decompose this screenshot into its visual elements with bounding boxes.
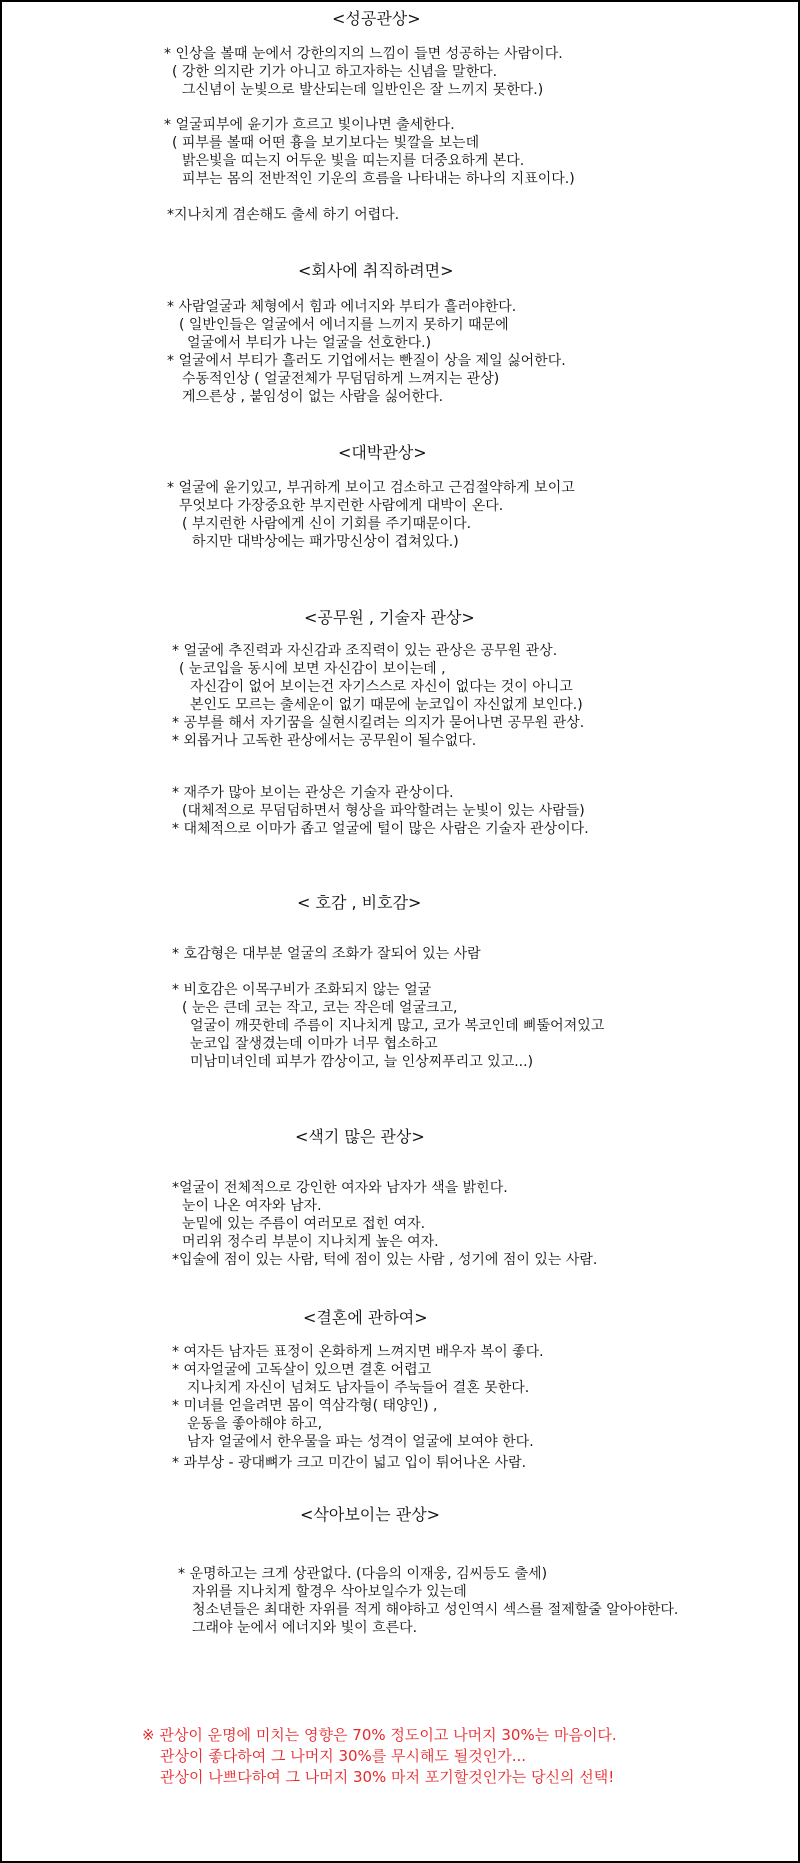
text-line: 청소년들은 최대한 자위를 적게 해야하고 성인역시 섹스를 절제할줄 알아야한다. <box>192 1602 679 1618</box>
text-line: 피부는 몸의 전반적인 기운의 흐름을 나타내는 하나의 지표이다.) <box>182 171 575 187</box>
text-line: * 인상을 볼때 눈에서 강한의지의 느낌이 들면 성공하는 사람이다. <box>164 46 563 62</box>
text-line: * 운명하고는 크게 상관없다. (다음의 이재웅, 김씨등도 출세) <box>178 1566 548 1582</box>
text-line: * 얼굴피부에 윤기가 흐르고 빛이나면 출세한다. <box>164 117 455 133</box>
section-heading: <결혼에 관하여> <box>303 1308 428 1327</box>
section-heading: <성공관상> <box>332 9 421 28</box>
text-line: * 과부상 - 광대뼈가 크고 미간이 넓고 입이 튀어나온 사람. <box>172 1455 527 1471</box>
section-heading: <색기 많은 관상> <box>295 1127 425 1146</box>
section-heading: <대박관상> <box>338 443 427 462</box>
text-line: * 얼굴에서 부티가 흘러도 기업에서는 빤질이 상을 제일 싫어한다. <box>167 353 566 369</box>
text-line: *입술에 점이 있는 사람, 턱에 점이 있는 사람 , 성기에 점이 있는 사람. <box>172 1252 598 1268</box>
text-line: ( 부지런한 사람에게 신이 기회를 주기때문이다. <box>182 516 472 532</box>
section-heading: <회사에 취직하려면> <box>298 261 454 280</box>
text-line: * 대체적으로 이마가 좁고 얼굴에 털이 많은 사람은 기술자 관상이다. <box>172 821 589 837</box>
text-line: * 여자든 남자든 표정이 온화하게 느껴지면 배우자 복이 좋다. <box>172 1344 544 1360</box>
text-line: ( 눈코입을 동시에 보면 자신감이 보이는데 , <box>179 661 446 677</box>
footer-note-line: 관상이 나쁘다하여 그 나머지 30% 마저 포기할것인가는 당신의 선택! <box>160 1768 615 1786</box>
text-line: * 얼굴에 추진력과 자신감과 조직력이 있는 관상은 공무원 관상. <box>172 643 558 659</box>
text-line: 무엇보다 가장중요한 부지런한 사람에게 대박이 온다. <box>179 498 504 514</box>
text-line: * 재주가 많아 보이는 관상은 기술자 관상이다. <box>172 785 454 801</box>
text-line: ( 피부를 볼때 어떤 흉을 보기보다는 빛깔을 보는데 <box>172 135 480 151</box>
section-heading: <공무원 , 기술자 관상> <box>304 608 475 627</box>
footer-note-line: ※ 관상이 운명에 미치는 영향은 70% 정도이고 나머지 30%는 마음이다. <box>142 1726 617 1744</box>
text-line: * 공부를 해서 자기꿈을 실현시킬려는 의지가 묻어나면 공무원 관상. <box>172 715 585 731</box>
text-line: 눈이 나온 여자와 남자. <box>182 1198 322 1214</box>
text-line: 남자 얼굴에서 한우물을 파는 성격이 얼굴에 보여야 한다. <box>187 1434 534 1450</box>
text-line: 게으른상 , 붙임성이 없는 사람을 싫어한다. <box>182 389 444 405</box>
text-line: 눈밑에 있는 주름이 여러모로 접힌 여자. <box>182 1216 426 1232</box>
footer-note-line: 관상이 좋다하여 그 나머지 30%를 무시해도 될것인가... <box>160 1747 527 1765</box>
text-line: ( 눈은 큰데 코는 작고, 코는 작은데 얼굴크고, <box>182 1000 458 1016</box>
text-line: *지나치게 겸손해도 출세 하기 어렵다. <box>167 207 400 223</box>
text-line: (대체적으로 무덤덤하면서 형상을 파악할려는 눈빛이 있는 사람들) <box>182 803 585 819</box>
text-line: 자신감이 없어 보이는건 자기스스로 자신이 없다는 것이 아니고 <box>190 679 573 695</box>
text-line: * 비호감은 이목구비가 조화되지 않는 얼굴 <box>172 982 432 998</box>
section-heading: < 호감 , 비호감> <box>297 893 422 912</box>
text-line: 그신념이 눈빛으로 발산되는데 일반인은 잘 느끼지 못한다.) <box>182 82 544 98</box>
text-line: 미남미녀인데 피부가 깜상이고, 늘 인상찌푸리고 있고...) <box>190 1054 534 1070</box>
text-line: 얼굴이 깨끗한데 주름이 지나치게 많고, 코가 복코인데 삐뚤어져있고 <box>190 1018 605 1034</box>
text-line: * 미녀를 얻을려면 몸이 역삼각형( 태양인) , <box>172 1398 438 1414</box>
text-line: 눈코입 잘생겼는데 이마가 너무 협소하고 <box>190 1036 438 1052</box>
text-line: 밝은빛을 띠는지 어두운 빛을 띠는지를 더중요하게 본다. <box>182 153 525 169</box>
text-line: 자위를 지나치게 할경우 삭아보일수가 있는데 <box>192 1584 467 1600</box>
text-line: *얼굴이 전체적으로 강인한 여자와 남자가 색을 밝힌다. <box>172 1180 508 1196</box>
text-line: * 사람얼굴과 체형에서 힘과 에너지와 부티가 흘러야한다. <box>167 299 517 315</box>
text-line: * 외롭거나 고독한 관상에서는 공무원이 될수없다. <box>172 733 477 749</box>
text-line: ( 강한 의지란 기가 아니고 하고자하는 신념을 말한다. <box>172 64 498 80</box>
text-line: 수동적인상 ( 얼굴전체가 무덤덤하게 느껴지는 관상) <box>182 371 500 387</box>
text-line: 지나치게 자신이 넘쳐도 남자들이 주눅들어 결혼 못한다. <box>187 1380 530 1396</box>
text-line: 하지만 대박상에는 패가망신상이 겹쳐있다.) <box>192 534 459 550</box>
text-line: 얼굴에서 부티가 나는 얼굴을 선호한다.) <box>187 335 432 351</box>
text-line: * 여자얼굴에 고독살이 있으면 결혼 어렵고 <box>172 1362 432 1378</box>
text-line: 운동을 좋아해야 하고, <box>187 1416 323 1432</box>
text-line: 머리위 정수리 부분이 지나치게 높은 여자. <box>182 1234 439 1250</box>
text-line: 그래야 눈에서 에너지와 빛이 흐른다. <box>192 1620 418 1636</box>
text-line: * 호감형은 대부분 얼굴의 조화가 잘되어 있는 사람 <box>172 946 481 962</box>
text-line: 본인도 모르는 출세운이 없기 때문에 눈코입이 자신없게 보인다.) <box>190 697 583 713</box>
text-line: * 얼굴에 윤기있고, 부귀하게 보이고 검소하고 근검절약하게 보이고 <box>167 480 575 496</box>
section-heading: <삭아보이는 관상> <box>300 1505 441 1524</box>
text-line: ( 일반인들은 얼굴에서 에너지를 느끼지 못하기 때문에 <box>179 317 509 333</box>
